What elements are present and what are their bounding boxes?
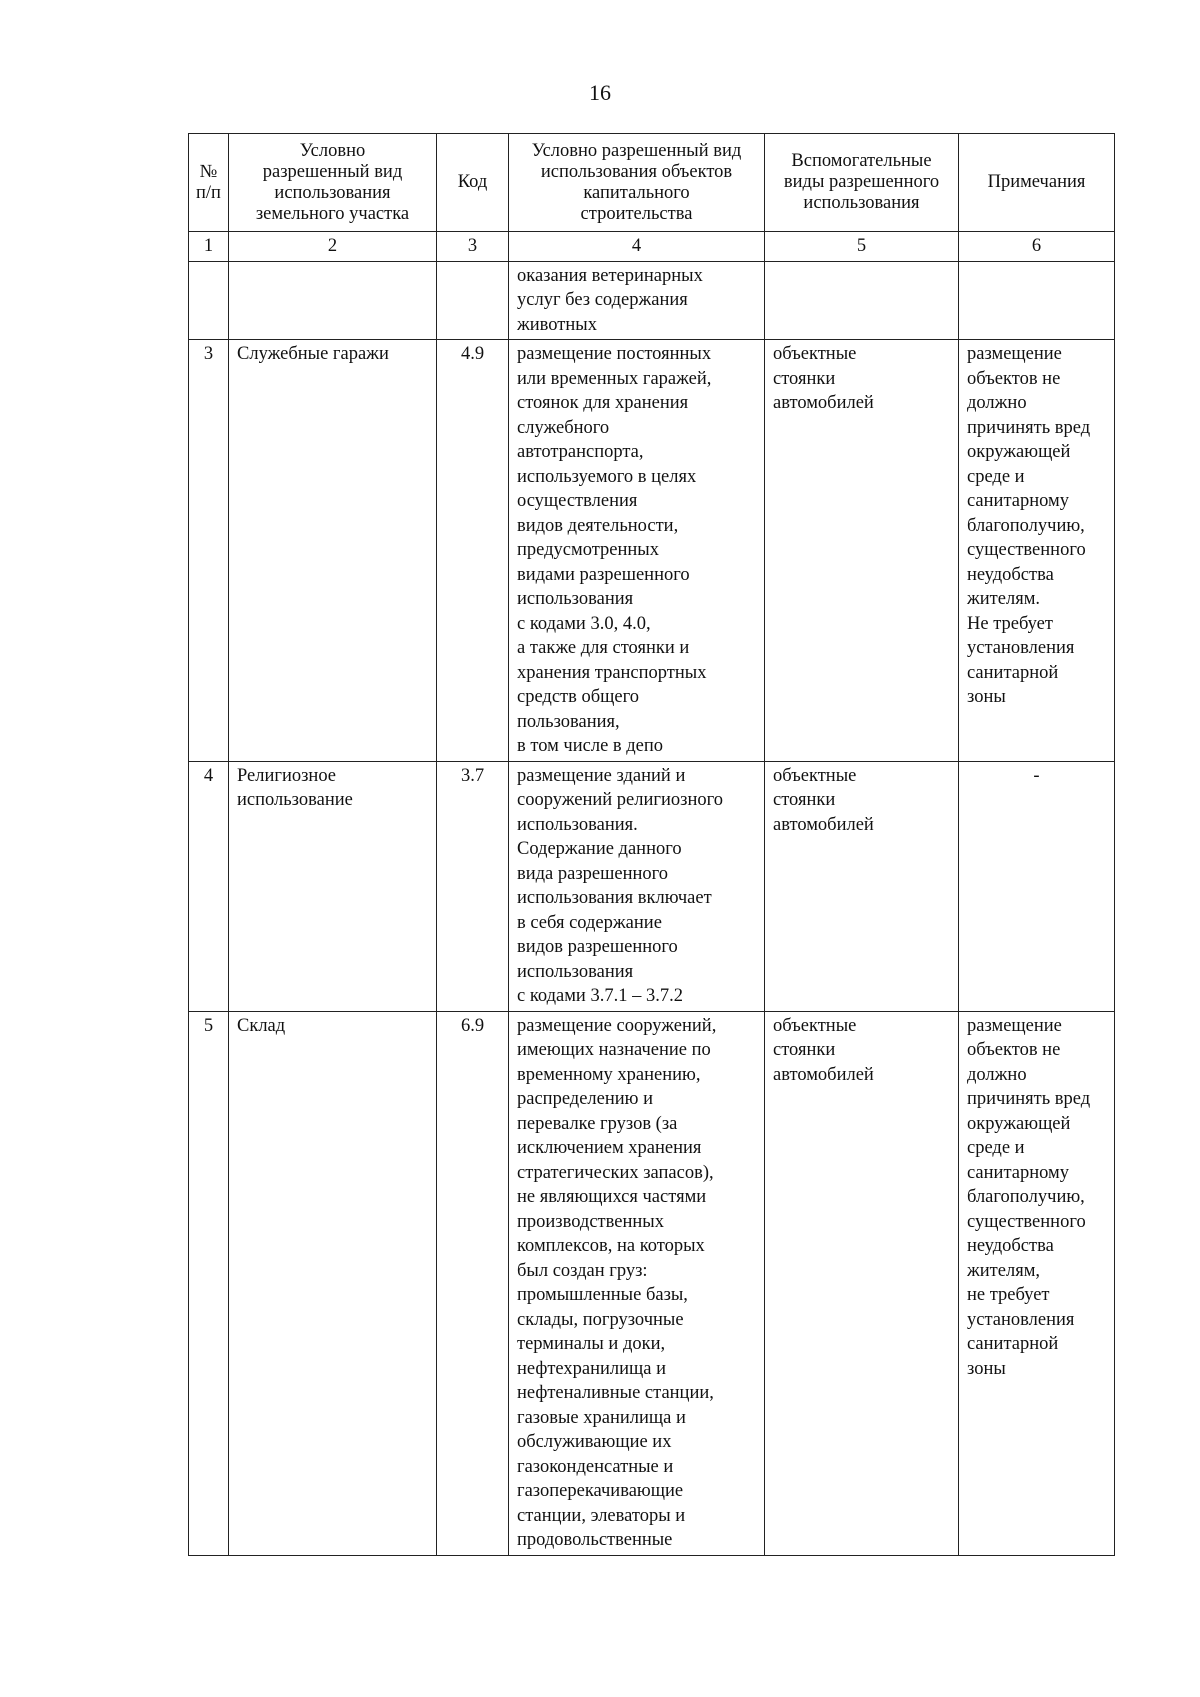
row-number: 4: [189, 761, 229, 1011]
column-number: 6: [959, 232, 1115, 262]
auxiliary-use-cell: объектные стоянки автомобилей: [765, 1011, 959, 1555]
auxiliary-use-cell: объектные стоянки автомобилей: [765, 340, 959, 762]
code-cell: 6.9: [437, 1011, 509, 1555]
land-use-table: [188, 133, 1115, 1556]
table-row: [189, 761, 1115, 1011]
capital-use-cell: оказания ветеринарных услуг без содержания животных: [509, 261, 765, 340]
capital-use-cell: размещение зданий и сооружений религиозного использования. Содержание данного вида разрешенного использования включает в себя содержание видов разрешенного использования с кодами 3.7.1 – 3.7.2: [509, 761, 765, 1011]
column-number: 2: [229, 232, 437, 262]
table-row: [189, 1011, 1115, 1555]
notes-cell: размещение объектов не должно причинять вред окружающей среде и санитарному благополучию, существенного неудобства жителям. Не требует установления санитарной зоны: [959, 340, 1115, 762]
row-number: 3: [189, 340, 229, 762]
table-row: [189, 340, 1115, 762]
column-number-row: [189, 232, 1115, 262]
header-number: № п/п: [189, 134, 229, 232]
header-land-use: Условно разрешенный вид использования земельного участка: [229, 134, 437, 232]
land-use-cell: [229, 261, 437, 340]
column-number: 3: [437, 232, 509, 262]
header-auxiliary-use: Вспомогательные виды разрешенного использования: [765, 134, 959, 232]
header-notes: Примечания: [959, 134, 1115, 232]
table-header-row: [189, 134, 1115, 232]
header-code: Код: [437, 134, 509, 232]
column-number: 5: [765, 232, 959, 262]
code-cell: [437, 261, 509, 340]
land-use-cell: Служебные гаражи: [229, 340, 437, 762]
table-row: [189, 261, 1115, 340]
code-cell: 3.7: [437, 761, 509, 1011]
capital-use-cell: размещение постоянных или временных гаражей, стоянок для хранения служебного автотранспорта, используемого в целях осуществления видов деятельности, предусмотренных видами разрешенного использования с кодами 3.0, 4.0, а также для стоянки и хранения транспортных средств общего пользования, в том числе в депо: [509, 340, 765, 762]
column-number: 4: [509, 232, 765, 262]
code-cell: 4.9: [437, 340, 509, 762]
capital-use-cell: размещение сооружений, имеющих назначение по временному хранению, распределению и перевалке грузов (за исключением хранения стратегических запасов), не являющихся частями производственных комплексов, на которых был создан груз: промышленные базы, склады, погрузочные терминалы и доки, нефтехранилища и нефтеналивные станции, газовые хранилища и обслуживающие их газоконденсатные и газоперекачивающие станции, элеваторы и продовольственные: [509, 1011, 765, 1555]
notes-cell: размещение объектов не должно причинять вред окружающей среде и санитарному благополучию, существенного неудобства жителям, не требует установления санитарной зоны: [959, 1011, 1115, 1555]
auxiliary-use-cell: объектные стоянки автомобилей: [765, 761, 959, 1011]
row-number: 5: [189, 1011, 229, 1555]
notes-cell: -: [959, 761, 1115, 1011]
notes-cell: [959, 261, 1115, 340]
column-number: 1: [189, 232, 229, 262]
land-use-cell: Религиозное использование: [229, 761, 437, 1011]
row-number: [189, 261, 229, 340]
land-use-cell: Склад: [229, 1011, 437, 1555]
header-capital-use: Условно разрешенный вид использования объектов капитального строительства: [509, 134, 765, 232]
page-number: 16: [589, 80, 611, 105]
auxiliary-use-cell: [765, 261, 959, 340]
